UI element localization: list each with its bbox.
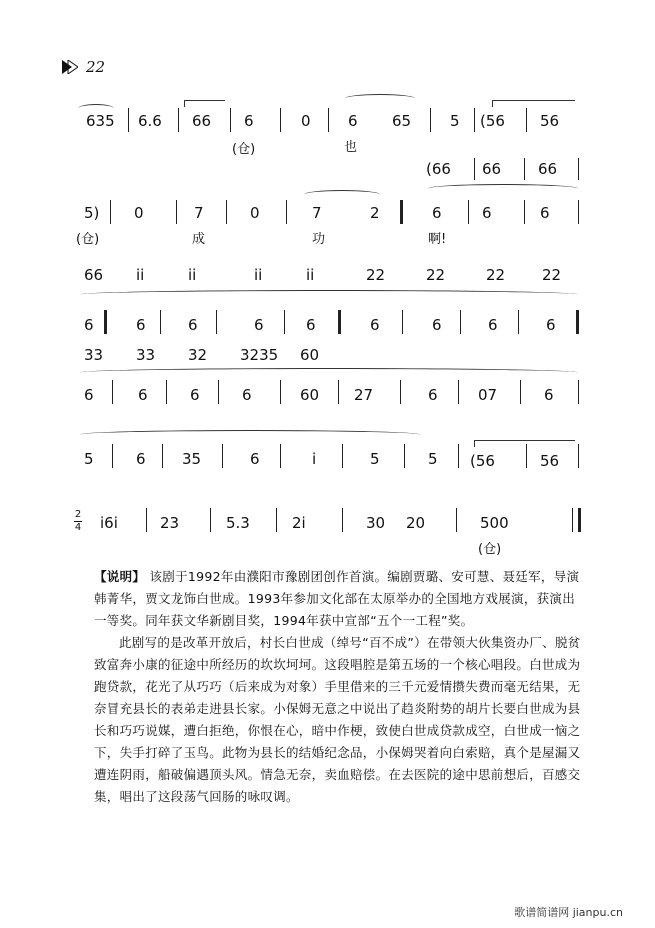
note: 0 — [134, 204, 144, 222]
note: (56 — [470, 452, 495, 470]
note: 6 — [482, 204, 492, 222]
note: ii — [188, 266, 197, 284]
note: 6 — [84, 386, 94, 404]
note: 66 — [84, 266, 104, 284]
note: (56 — [480, 112, 505, 130]
note: ii — [306, 266, 315, 284]
note: 66 — [538, 160, 558, 178]
note: 6 — [428, 386, 438, 404]
note: i — [312, 450, 317, 468]
note: 5.3 — [226, 514, 250, 532]
note: 56 — [540, 112, 560, 130]
lyric: (仓) — [76, 232, 100, 247]
note: 6 — [546, 316, 556, 334]
note: 30 — [366, 514, 386, 532]
note: 35 — [182, 450, 202, 468]
note: 6 — [370, 316, 380, 334]
note: 20 — [406, 514, 426, 532]
note: 7 — [194, 204, 204, 222]
note: 56 — [540, 452, 560, 470]
description-paragraph-1: 该剧于1992年由濮阳市豫剧团创作首演。编剧贾璐、安可慧、聂廷军，导演韩菁华，贾文龙饰白世成。1993年参加文化部在太原举办的全国地方戏展演，获演出一等奖。同年获文华新剧目奖，1994年获中宣部“五个一工程”奖。 — [94, 569, 580, 628]
note: ii — [254, 266, 263, 284]
note: 66 — [482, 160, 502, 178]
note: 60 — [300, 346, 320, 364]
note: 33 — [136, 346, 156, 364]
note: 07 — [478, 386, 498, 404]
note: 6 — [432, 204, 442, 222]
page-marker-icon — [62, 60, 78, 74]
description — [94, 566, 584, 808]
note: 22 — [366, 266, 386, 284]
note: 6 — [432, 316, 442, 334]
note: 6 — [544, 386, 554, 404]
lyric: 功 — [312, 232, 326, 247]
note: 6 — [254, 316, 264, 334]
note: 500 — [480, 514, 509, 532]
note: 3235 — [240, 346, 279, 364]
note: 0 — [301, 112, 311, 130]
note: 6.6 — [138, 112, 162, 130]
note: 6 — [188, 316, 198, 334]
note: 6 — [84, 316, 94, 334]
lyric: (仓) — [232, 142, 256, 157]
note: 60 — [300, 386, 320, 404]
note: 6 — [242, 386, 252, 404]
note: 635 — [86, 112, 115, 130]
note: 5 — [84, 450, 94, 468]
note: 0 — [250, 204, 260, 222]
note: i6i — [100, 514, 118, 532]
page-number: 22 — [86, 58, 106, 76]
note: 5 — [428, 450, 438, 468]
note: 33 — [84, 346, 104, 364]
lyric: (仓) — [478, 542, 502, 557]
note: ii — [136, 266, 145, 284]
note: 32 — [188, 346, 208, 364]
note: 22 — [426, 266, 446, 284]
lyric: 啊! — [428, 232, 447, 247]
note: 6 — [348, 112, 358, 130]
note: 23 — [160, 514, 180, 532]
note: 6 — [306, 316, 316, 334]
note: 5 — [450, 112, 460, 130]
description-paragraph-2: 此剧写的是改革开放后，村长白世成（绰号“百不成”）在带领大伙集资办厂、脱贫致富奔小康的征途中所经历的坎坎坷坷。这段唱腔是第五场的一个核心唱段。白世成为跑贷款，花光了从巧巧（后来成为对象）手里借来的三千元爱情攒失费而毫无结果，无奈冒充县长的表弟走进县长家。小保姆无意之中说出了趋炎附势的胡片长要白世成为县长和巧巧说媒，遭白拒绝，你恨在心，暗中作梗，致使白世成贷款成空，白世成一恼之下，失手打碎了玉鸟。此物为县长的结婚纪念品，小保姆哭着向白索赔，真个是屋漏又遭连阴雨，船破偏遇顶头风。情急无奈，卖血赔偿。在去医院的途中思前想后，百感交集，唱出了这段荡气回肠的咏叹调。 — [94, 635, 581, 804]
note: 6 — [136, 316, 146, 334]
note: 2 — [370, 204, 380, 222]
note: 6 — [138, 386, 148, 404]
note: 2i — [292, 514, 306, 532]
note: 5) — [84, 204, 100, 222]
note: 7 — [312, 204, 322, 222]
note: 5 — [370, 450, 380, 468]
note: 6 — [488, 316, 498, 334]
note: 6 — [244, 112, 254, 130]
note: 22 — [486, 266, 506, 284]
lyric: 也 — [344, 140, 358, 155]
lyric: 成 — [192, 232, 206, 247]
watermark: 歌谱简谱网 jianpu.cn — [514, 906, 623, 919]
time-signature: 2 4 — [74, 509, 82, 533]
note: (66 — [426, 160, 451, 178]
note: 6 — [136, 450, 146, 468]
description-label: 【说明】 — [94, 569, 146, 584]
note: 66 — [192, 112, 212, 130]
note: 6 — [250, 450, 260, 468]
note: 6 — [190, 386, 200, 404]
note: 6 — [540, 204, 550, 222]
note: 22 — [542, 266, 562, 284]
note: 27 — [354, 386, 374, 404]
note: 65 — [392, 112, 412, 130]
